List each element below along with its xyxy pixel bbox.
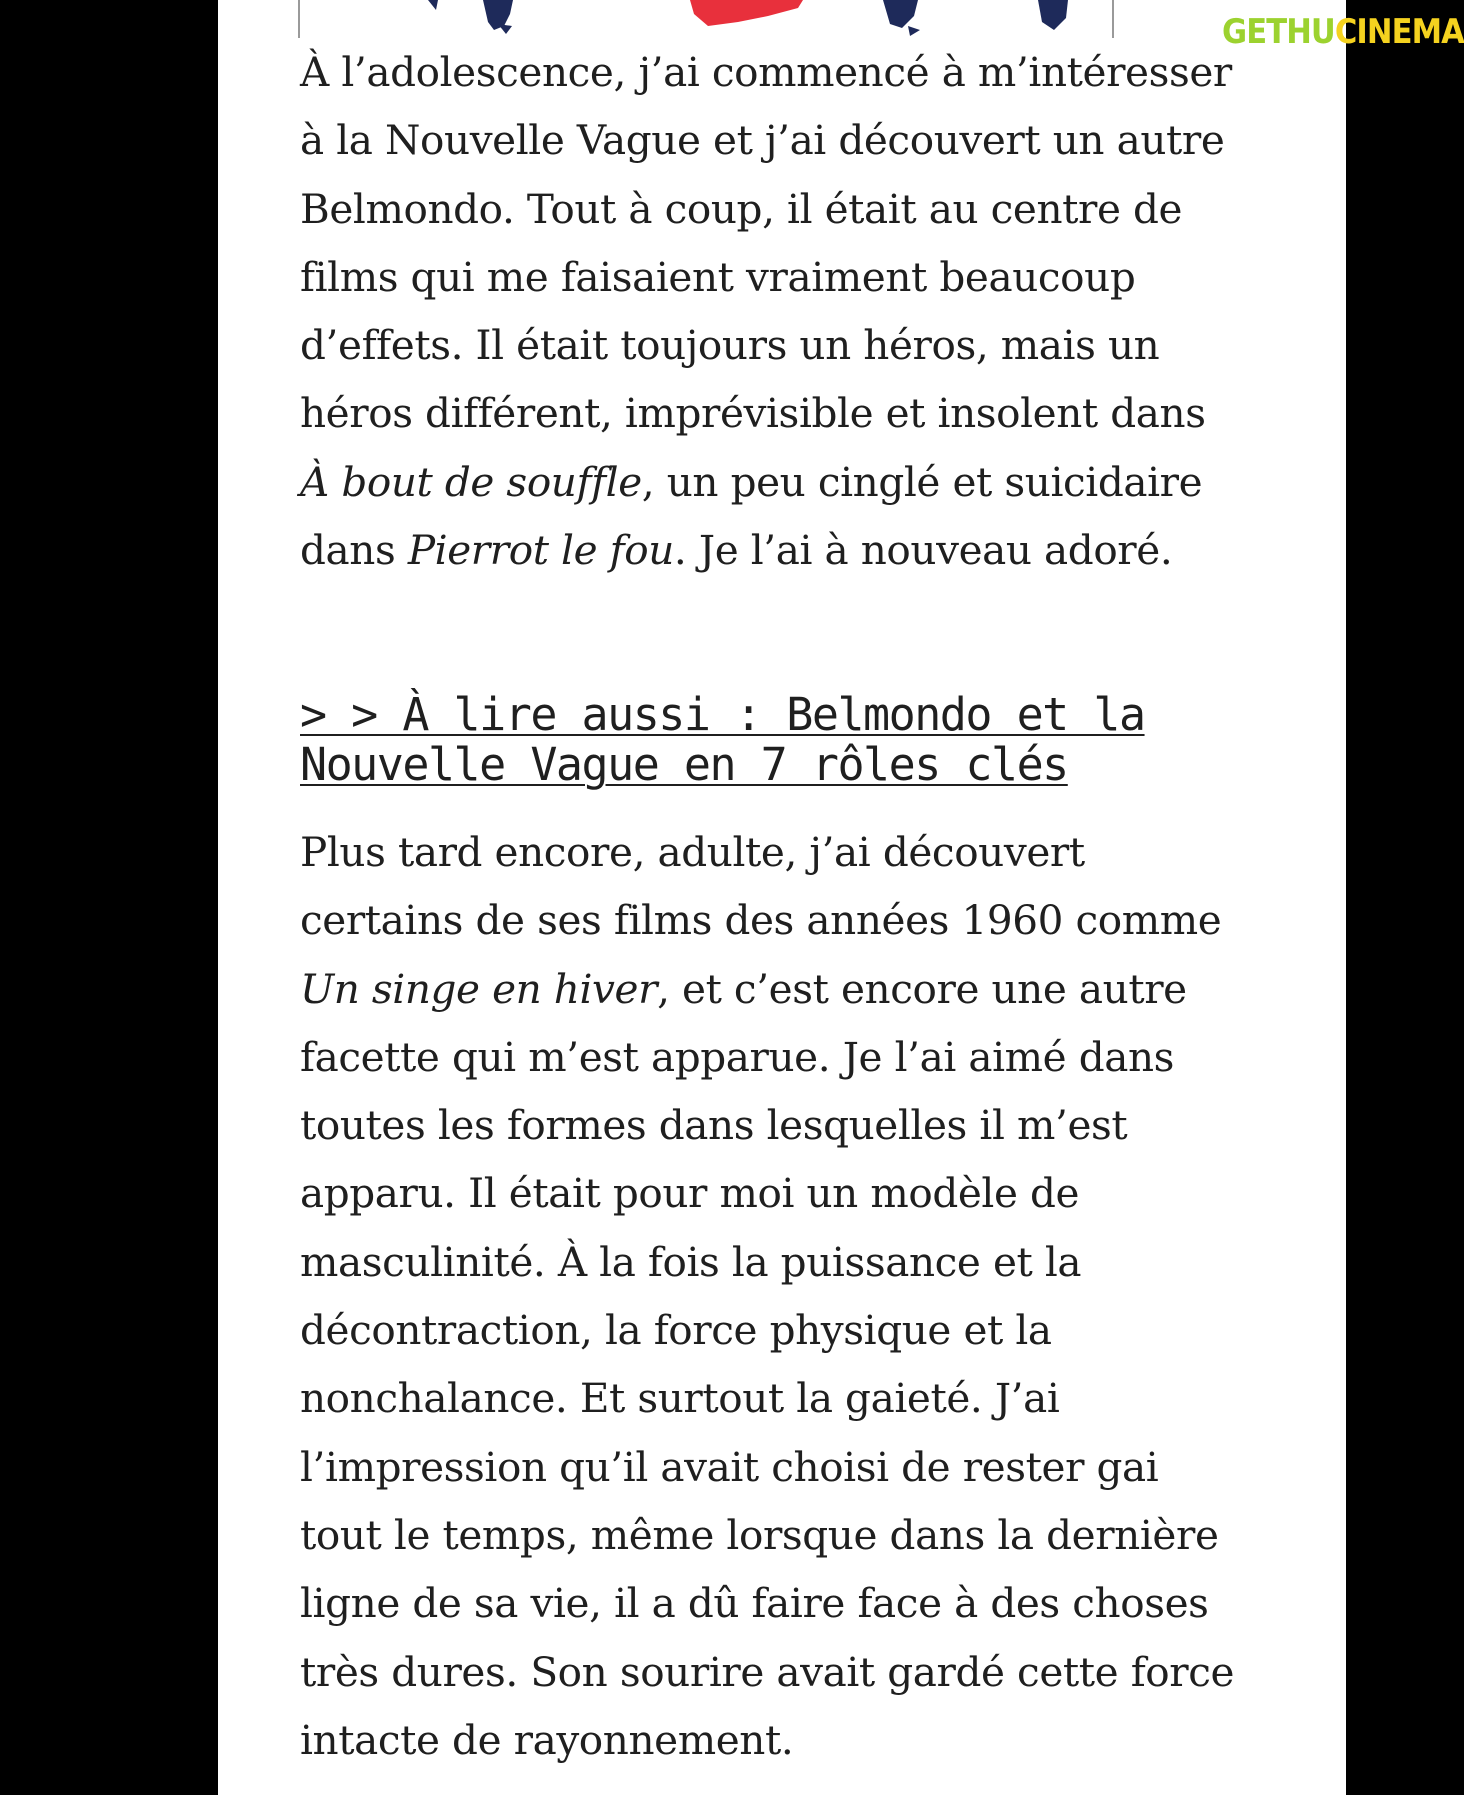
film-title-un-singe-en-hiver: Un singe en hiver [300, 964, 658, 1013]
article-paragraph-1 [300, 38, 1280, 584]
cropped-photo [298, 0, 1118, 38]
text-line: toutes les formes dans lesquelles il m’est [300, 1101, 1128, 1150]
text-line: À l’adolescence, j’ai commencé à m’intéresser [300, 48, 1232, 96]
text-line: d’effets. Il était toujours un héros, mais un [300, 321, 1160, 370]
text-line: masculinité. À la fois la puissance et la [300, 1237, 1082, 1286]
text-fragment: , un peu cinglé et suicidaire [641, 457, 1203, 506]
read-also-line-2: Nouvelle Vague en 7 rôles clés [300, 738, 1068, 791]
article-paragraph-2 [300, 818, 1280, 1774]
text-line: tout le temps, même lorsque dans la dernière [300, 1510, 1219, 1559]
text-line: à la Nouvelle Vague et j’ai découvert un autre [300, 116, 1225, 165]
film-title-pierrot-le-fou: Pierrot le fou [407, 526, 674, 575]
text-line: intacte de rayonnement. [300, 1715, 794, 1764]
film-title-a-bout-de-souffle: À bout de souffle [300, 457, 642, 506]
text-fragment: dans [300, 526, 408, 575]
text-line: héros différent, imprévisible et insolent dans [300, 389, 1206, 438]
text-line: l’impression qu’il avait choisi de rester gai [300, 1442, 1159, 1491]
gethu-cinema-logo [1222, 10, 1464, 54]
logo-part-gethu: GETHU [1222, 12, 1335, 52]
article-page [218, 0, 1346, 1795]
text-line: films qui me faisaient vraiment beaucoup [300, 252, 1136, 301]
text-line [300, 448, 1280, 516]
text-line [300, 516, 1280, 584]
text-line: ligne de sa vie, il a dû faire face à des choses [300, 1579, 1209, 1628]
photo-fragment-icon [298, 0, 1118, 38]
text-line: Belmondo. Tout à coup, il était au centre de [300, 184, 1183, 233]
text-line: décontraction, la force physique et la [300, 1306, 1052, 1355]
text-line: nonchalance. Et surtout la gaieté. J’ai [300, 1374, 1060, 1423]
text-line [300, 955, 1280, 1023]
text-line: apparu. Il était pour moi un modèle de [300, 1169, 1080, 1218]
read-also-link[interactable] [300, 690, 1280, 790]
text-line: certains de ses films des années 1960 comme [300, 896, 1222, 945]
text-line: très dures. Son sourire avait gardé cette force [300, 1647, 1235, 1696]
logo-part-cinema: CINEMA [1334, 12, 1464, 52]
read-also-line-1: > > À lire aussi : Belmondo et la [300, 688, 1145, 741]
text-line: Plus tard encore, adulte, j’ai découvert [300, 828, 1085, 876]
text-fragment: , et c’est encore une autre [657, 964, 1187, 1013]
text-line: facette qui m’est apparue. Je l’ai aimé dans [300, 1032, 1175, 1081]
text-fragment: . Je l’ai à nouveau adoré. [673, 526, 1173, 575]
